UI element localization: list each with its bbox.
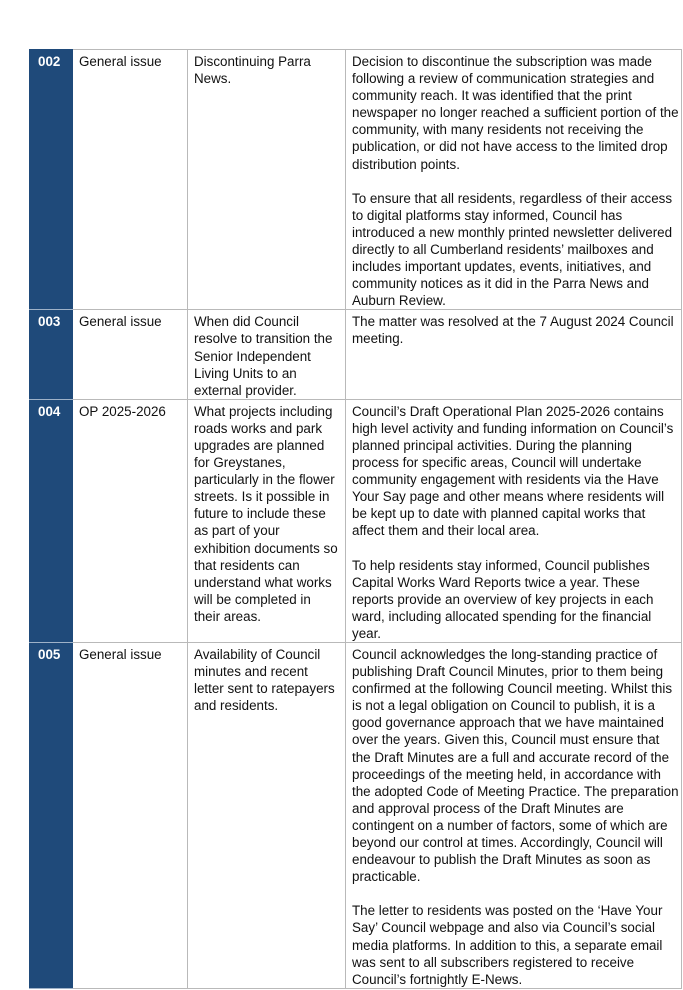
submission-question: When did Council resolve to transition the Senior Independent Living Units to an external provider. xyxy=(188,310,346,399)
submissions-table xyxy=(29,49,682,989)
submission-id: 002 xyxy=(30,50,73,310)
submission-response xyxy=(346,50,682,310)
response-paragraph: Council’s Draft Operational Plan 2025-2026 contains high level activity and funding information on Council’s planned principal activities. During the planning process for specific areas, Council will undertake community engagement with residents via the Have Your Say page and other means where residents will be kept up to date with planned capital works that affect them and their local area. xyxy=(352,403,674,539)
table-row xyxy=(30,50,682,310)
submission-question: What projects including roads works and park upgrades are planned for Greystanes, particularly in the flower streets. Is it possible in future to include these as part of your exhibition documents so that residents can understand what works will be completed in their areas. xyxy=(188,399,346,642)
submission-id: 005 xyxy=(30,643,73,989)
submission-response xyxy=(346,399,682,642)
submission-question: Availability of Council minutes and recent letter sent to ratepayers and residents. xyxy=(188,643,346,989)
submission-response xyxy=(346,310,682,399)
submission-id: 004 xyxy=(30,399,73,642)
table-row xyxy=(30,399,682,642)
submission-category: General issue xyxy=(73,310,188,399)
table-row xyxy=(30,310,682,399)
submission-category: General issue xyxy=(73,50,188,310)
submission-category: OP 2025-2026 xyxy=(73,399,188,642)
submission-id: 003 xyxy=(30,310,73,399)
response-paragraph: To help residents stay informed, Council publishes Capital Works Ward Reports twice a year. These reports provide an overview of key projects in each ward, including allocated spending for the financial year. xyxy=(352,557,654,641)
submission-question: Discontinuing Parra News. xyxy=(188,50,346,310)
response-paragraph: Council acknowledges the long-standing practice of publishing Draft Council Minutes, prior to them being confirmed at the following Council meeting. Whilst this is not a legal obligation on Council to publish, it is a good governance approach that we have maintained over the years. Given this, Council must ensure that the Draft Minutes are a full and accurate record of the proceedings of the meeting held, in accordance with the adopted Code of Meeting Practice. The preparation and approval process of the Draft Minutes are contingent on a number of factors, some of which are beyond our control at times. Accordingly, Council will endeavour to publish the Draft Minutes as soon as practicable. xyxy=(352,647,679,885)
submission-response xyxy=(346,643,682,989)
response-paragraph: Decision to discontinue the subscription was made following a review of communication strategies and community reach. It was identified that the print newspaper no longer reached a sufficient portion of the community, with many residents not receiving the publication, or did not have access to the limited drop distribution points. xyxy=(352,54,679,172)
response-paragraph: The letter to residents was posted on the ‘Have Your Say’ Council webpage and also via Council’s social media platforms. In addition to this, a separate email was sent to all subscribers registered to receive Council’s fortnightly E-News. xyxy=(352,903,663,987)
table-row xyxy=(30,643,682,989)
response-paragraph: The matter was resolved at the 7 August 2024 Council meeting. xyxy=(352,314,674,347)
response-paragraph: To ensure that all residents, regardless of their access to digital platforms stay informed, Council has introduced a new monthly printed newsletter delivered directly to all Cumberland residents’ mailboxes and includes important updates, events, initiatives, and community notices as it did in the Parra News and Auburn Review. xyxy=(352,190,673,309)
submission-category: General issue xyxy=(73,643,188,989)
